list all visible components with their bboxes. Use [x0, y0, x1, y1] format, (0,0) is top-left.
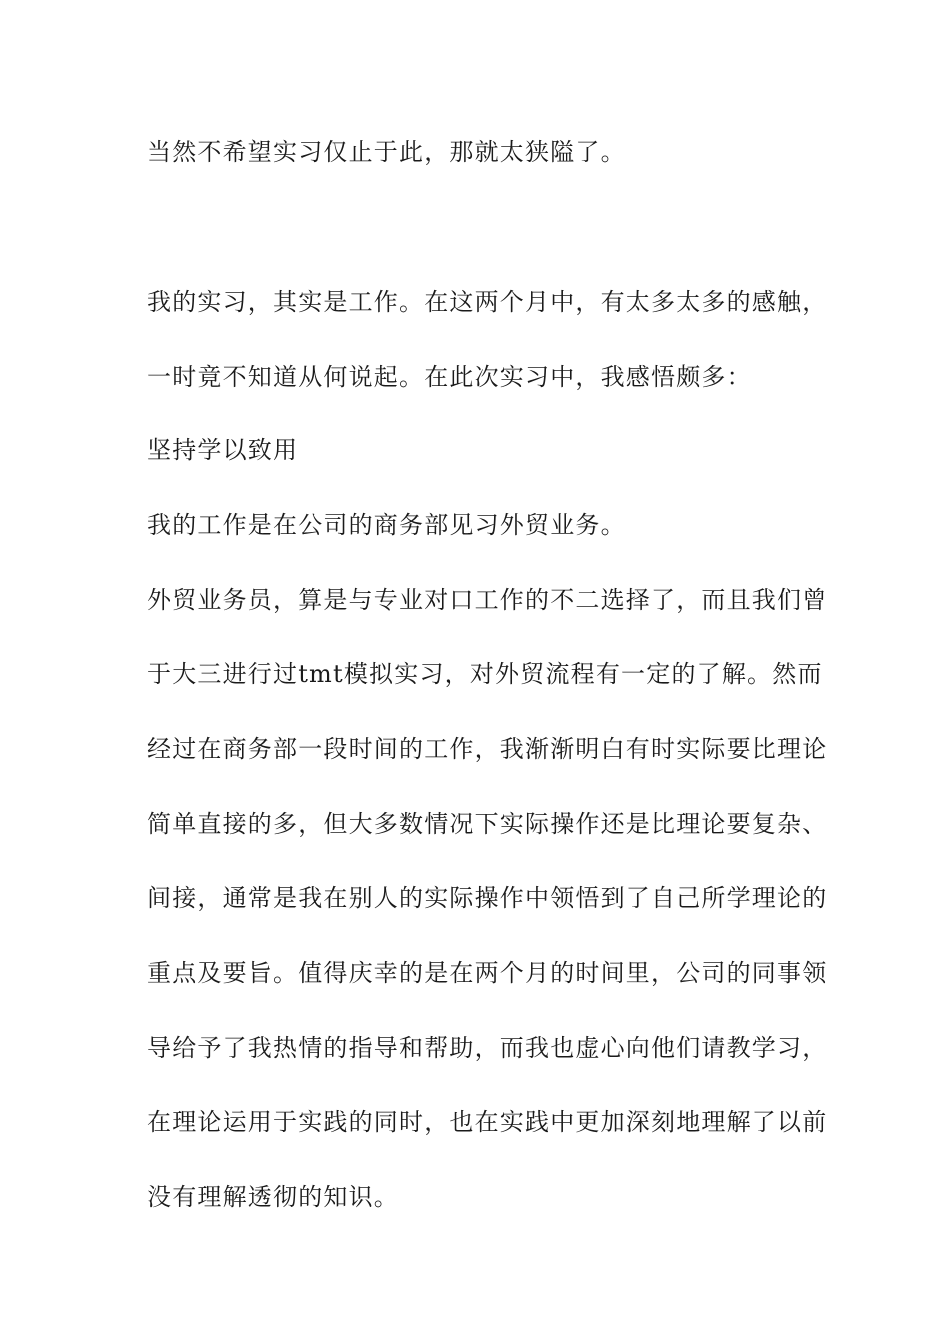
- paragraph-line: 重点及要旨。值得庆幸的是在两个月的时间里，公司的同事领: [147, 959, 828, 987]
- paragraph-line: 在理论运用于实践的同时，也在实践中更加深刻地理解了以前: [147, 1108, 828, 1136]
- paragraph-line: 当然不希望实习仅止于此，那就太狭隘了。: [147, 138, 626, 166]
- paragraph-line: 简单直接的多，但大多数情况下实际操作还是比理论要复杂、: [147, 810, 828, 838]
- paragraph-line: 没有理解透彻的知识。: [147, 1183, 399, 1211]
- paragraph-line: 一时竟不知道从何说起。在此次实习中，我感悟颇多：: [147, 363, 752, 391]
- paragraph-line: 导给予了我热情的指导和帮助，而我也虚心向他们请教学习，: [147, 1034, 828, 1062]
- paragraph-line: 间接，通常是我在别人的实际操作中领悟到了自己所学理论的: [147, 884, 828, 912]
- paragraph-line: 我的实习，其实是工作。在这两个月中，有太多太多的感触，: [147, 288, 828, 316]
- paragraph-line: 于大三进行过tmt模拟实习，对外贸流程有一定的了解。然而: [147, 660, 823, 688]
- paragraph-line: 经过在商务部一段时间的工作，我渐渐明白有时实际要比理论: [147, 735, 828, 763]
- paragraph-line: 我的工作是在公司的商务部见习外贸业务。: [147, 511, 626, 539]
- section-heading: 坚持学以致用: [147, 436, 299, 464]
- paragraph-line: 外贸业务员，算是与专业对口工作的不二选择了，而且我们曾: [147, 586, 828, 614]
